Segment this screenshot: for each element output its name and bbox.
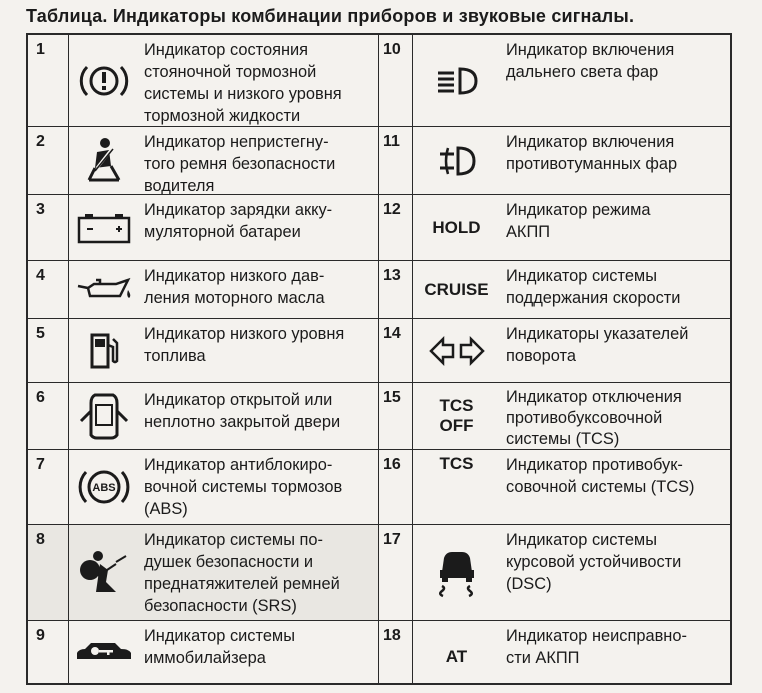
airbag-icon	[69, 525, 138, 621]
row-number: 5	[28, 319, 69, 383]
indicator-description: Индикатор отключения противобуксовочной системы (TCS)	[500, 383, 732, 450]
row-number: 7	[28, 450, 69, 525]
tcs-off-code: TCS OFF	[413, 383, 500, 450]
hold-code: HOLD	[413, 195, 500, 261]
row-number: 11	[379, 127, 413, 195]
indicator-description: Индикатор низкого дав- ления моторного масла	[138, 261, 379, 319]
indicator-description: Индикатор неисправно- сти АКПП	[506, 627, 687, 667]
svg-text:ABS: ABS	[91, 482, 116, 494]
row-number: 6	[28, 383, 69, 450]
indicator-description: Индикаторы указателей поворота	[500, 319, 732, 383]
table-title: Таблица. Индикаторы комбинации приборов и звуковые сигналы.	[26, 6, 635, 26]
immobilizer-icon	[69, 621, 138, 683]
indicator-description: Индикатор системы иммобилайзера	[138, 621, 379, 683]
indicator-description: Индикатор режима АКПП	[500, 195, 732, 261]
row-number: 12	[379, 195, 413, 261]
row-number: 8	[28, 525, 69, 621]
row-number: 16	[379, 450, 413, 525]
row-number: 18	[379, 621, 413, 683]
indicator-description: Индикатор непристегну- того ремня безопасности водителя	[138, 127, 379, 195]
indicator-description: Индикатор включения противотуманных фар	[500, 127, 732, 195]
indicator-description: Индикатор системы курсовой устойчивости (DSC)	[500, 525, 732, 621]
high-beam-icon	[413, 35, 500, 127]
row-number: 2	[28, 127, 69, 195]
indicator-description: Индикатор зарядки акку- муляторной батареи	[138, 195, 379, 261]
battery-icon	[69, 195, 138, 261]
indicator-description: Индикатор открытой или неплотно закрытой двери	[138, 383, 379, 450]
abs-icon	[69, 450, 138, 525]
indicator-description: Индикатор включения дальнего света фар	[500, 35, 732, 127]
door-open-icon	[69, 383, 138, 450]
row-number: 4	[28, 261, 69, 319]
row-number: 14	[379, 319, 413, 383]
tcs-code: TCS	[413, 450, 500, 525]
indicator-description: Индикатор низкого уровня топлива	[138, 319, 379, 383]
fog-light-icon	[413, 127, 500, 195]
row-number: 3	[28, 195, 69, 261]
row-number: 15	[379, 383, 413, 450]
row-number: 9	[28, 621, 69, 683]
indicator-table	[26, 33, 732, 685]
row-number: 10	[379, 35, 413, 127]
indicator-description: Индикатор состояния стояночной тормозной системы и низкого уровня тормозной жидкости	[138, 35, 379, 127]
row-number: 1	[28, 35, 69, 127]
row-number: 17	[379, 525, 413, 621]
stability-control-icon	[413, 525, 500, 621]
seatbelt-icon	[69, 127, 138, 195]
cruise-code: CRUISE	[413, 261, 500, 319]
indicator-description: Индикатор системы по- душек безопасности и преднатяжителей ремней безопасности (SRS)	[138, 525, 379, 621]
brake-warning-icon	[69, 35, 138, 127]
indicator-description: Индикатор системы поддержания скорости	[500, 261, 732, 319]
oil-pressure-icon	[69, 261, 138, 319]
fuel-icon	[69, 319, 138, 383]
at-code: AT	[445, 647, 468, 666]
turn-signal-icon	[413, 319, 500, 383]
indicator-description: Индикатор противобук- совочной системы (TCS)	[500, 450, 732, 525]
row-number: 13	[379, 261, 413, 319]
indicator-description: Индикатор антиблокиро- вочной системы тормозов (ABS)	[138, 450, 379, 525]
